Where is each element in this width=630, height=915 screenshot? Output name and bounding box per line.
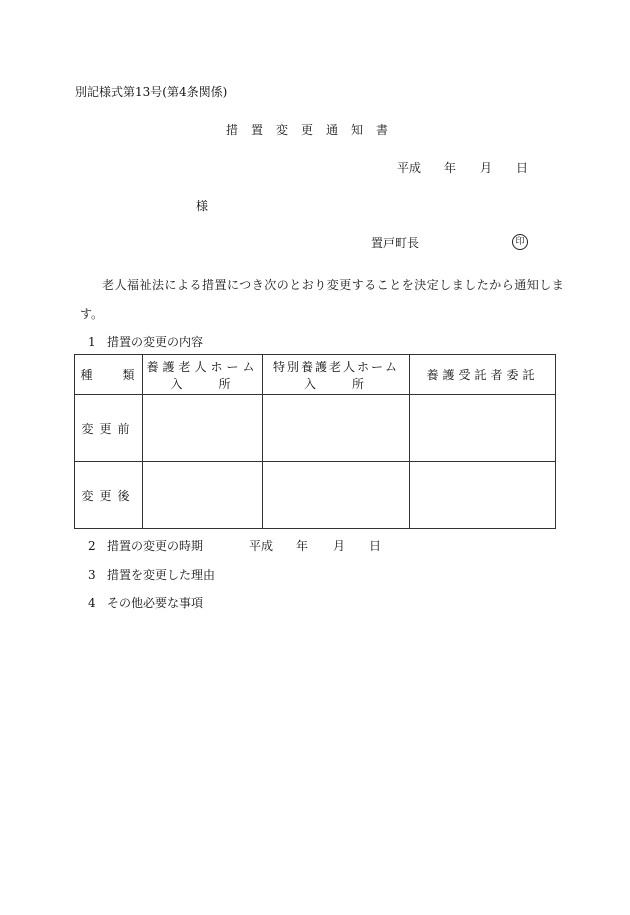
date-era: 平成 [397, 161, 422, 175]
item-number: 3 [88, 568, 96, 582]
change-content-table [74, 354, 556, 529]
body-text-line2: す。 [80, 307, 104, 321]
header-special-nursing-home: 特別養護老人ホーム 入 所 [263, 355, 410, 395]
table-cell [263, 395, 410, 462]
body-text-line1: 老人福祉法による措置につき次のとおり変更することを決定しましたから通知しま [102, 278, 565, 292]
issuer-name: 置戸町長 [371, 236, 420, 250]
table-row [75, 462, 556, 529]
timing-day: 日 [369, 539, 382, 553]
table-header-row [75, 355, 556, 395]
table-cell [410, 395, 556, 462]
table-cell [143, 462, 263, 529]
item-label: その他必要な事項 [107, 596, 204, 610]
item-label: 措置を変更した理由 [107, 568, 216, 582]
row-label-before: 変更前 [75, 395, 143, 462]
seal-mark: 印 [512, 234, 528, 250]
addressee-suffix: 様 [196, 199, 209, 213]
item-number: 1 [88, 335, 96, 349]
timing-month: 月 [333, 539, 346, 553]
table-row [75, 395, 556, 462]
header-foster-care: 養護受託者委託 [410, 355, 556, 395]
item-number: 4 [88, 596, 96, 610]
table-cell [410, 462, 556, 529]
form-number: 別記様式第13号(第4条関係) [75, 85, 228, 99]
timing-era: 平成 [249, 539, 274, 553]
header-kind: 種 類 [75, 355, 143, 395]
table-cell [263, 462, 410, 529]
timing-year: 年 [296, 539, 309, 553]
date-year: 年 [444, 161, 457, 175]
row-label-after: 変更後 [75, 462, 143, 529]
date-month: 月 [480, 161, 493, 175]
document-title: 措置変更通知書 [226, 123, 402, 137]
item-number: 2 [88, 539, 96, 553]
item-label: 措置の変更の時期 [107, 539, 204, 553]
date-day: 日 [516, 161, 529, 175]
table-cell [143, 395, 263, 462]
header-nursing-home: 養護老人ホーム 入 所 [143, 355, 263, 395]
item-label: 措置の変更の内容 [107, 335, 204, 349]
